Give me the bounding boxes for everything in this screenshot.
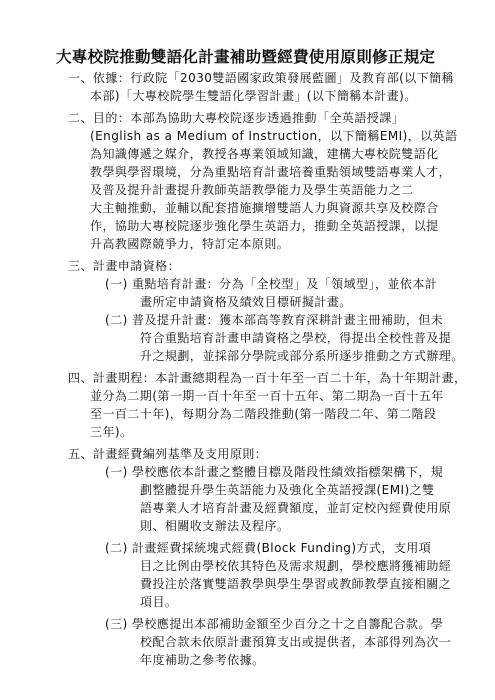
section-5-item-2-line-2: 目之比例由學校依其特色及需求規劃，學校應將獲補助經	[140, 559, 452, 573]
section-2-line-7: 作，協助大專校院逐步強化學生英語力，推動全英語授課，以提	[90, 219, 439, 233]
section-5-heading: 五、計畫經費編列基準及支用原則：	[68, 447, 268, 461]
document-title: 大專校院推動雙語化計畫補助暨經費使用原則修正規定	[56, 48, 436, 66]
section-3-item-2-line-3: 升之規劃，並採部分學院或部分系所逐步推動之方式辦理。	[140, 349, 464, 363]
section-5-item-2-line-1: (二) 計畫經費採統塊式經費(Block Funding)方式，支用項	[105, 541, 432, 555]
section-5-item-1-line-2: 劃整體提升學生英語能力及強化全英語授課(EMI)之雙	[140, 483, 435, 497]
section-3-heading: 三、計畫申請資格：	[68, 259, 181, 273]
section-2-line-2: (English as a Medium of Instruction，以下簡稱EMI)，以英語	[90, 129, 458, 143]
section-5-item-3-line-1: (三) 學校應提出本部補助金額至少百分之十之自籌配合款。學	[105, 617, 444, 631]
section-3-item-1-line-2: 畫所定申請資格及績效目標研擬計畫。	[140, 295, 352, 309]
section-2-line-6: 大主軸推動，並輔以配套措施擴增雙語人力與資源共享及校際合	[90, 201, 439, 215]
section-3-item-1-line-1: (一) 重點培育計畫：分為「全校型」及「領域型」，並依本計	[105, 277, 438, 291]
section-1-line-2: 本部)「大專校院學生雙語化學習計畫」(以下簡稱本計畫)。	[90, 89, 417, 103]
section-1-line-1: 一、依據：行政院「2030雙語國家政策發展藍圖」及教育部(以下簡稱	[68, 71, 455, 85]
section-2-line-4: 教學與學習環境，分為重點培育計畫培養重點領域雙語專業人才，	[90, 165, 452, 179]
section-3-item-2-line-1: (二) 普及提升計畫：獲本部高等教育深耕計畫主冊補助，但未	[105, 313, 444, 327]
section-5-item-2-line-3: 費投注於落實雙語教學與學生學習或教師教學直接相關之	[140, 577, 452, 591]
section-5-item-3-line-3: 年度補助之參考依據。	[140, 653, 265, 667]
section-4-line-3: 至一百二十年)，每期分為二階段推動(第一階段二年、第二階段	[90, 407, 437, 421]
section-2-line-5: 及普及提升計畫提升教師英語教學能力及學生英語能力之二	[90, 183, 414, 197]
section-4-line-1: 四、計畫期程：本計畫總期程為一百十年至一百二十年，為十年期計畫，	[68, 371, 467, 385]
section-5-item-2-line-4: 項目。	[140, 595, 178, 609]
section-2-line-1: 二、目的：本部為協助大專校院逐步透過推動「全英語授課」	[68, 111, 405, 125]
section-2-line-3: 為知識傳遞之媒介，教授各專業領域知識，建構大專校院雙語化	[90, 147, 439, 161]
section-3-item-2-line-2: 符合重點培育計畫申請資格之學校，得提出全校性普及提	[140, 331, 452, 345]
section-5-item-3-line-2: 校配合款未依原計畫預算支出或提供者，本部得列為次一	[140, 635, 452, 649]
section-5-item-1-line-3: 語專業人才培育計畫及經費額度，並訂定校內經費使用原	[140, 501, 452, 515]
section-4-line-2: 並分為二期(第一期一百十年至一百十五年、第二期為一百十五年	[90, 389, 444, 403]
section-4-line-4: 三年)。	[90, 425, 133, 439]
section-5-item-1-line-4: 則、相關收支辦法及程序。	[140, 519, 290, 533]
section-5-item-1-line-1: (一) 學校應依本計畫之整體目標及階段性績效指標架構下，規	[105, 465, 444, 479]
section-2-line-8: 升高教國際競爭力，特訂定本原則。	[90, 237, 290, 251]
